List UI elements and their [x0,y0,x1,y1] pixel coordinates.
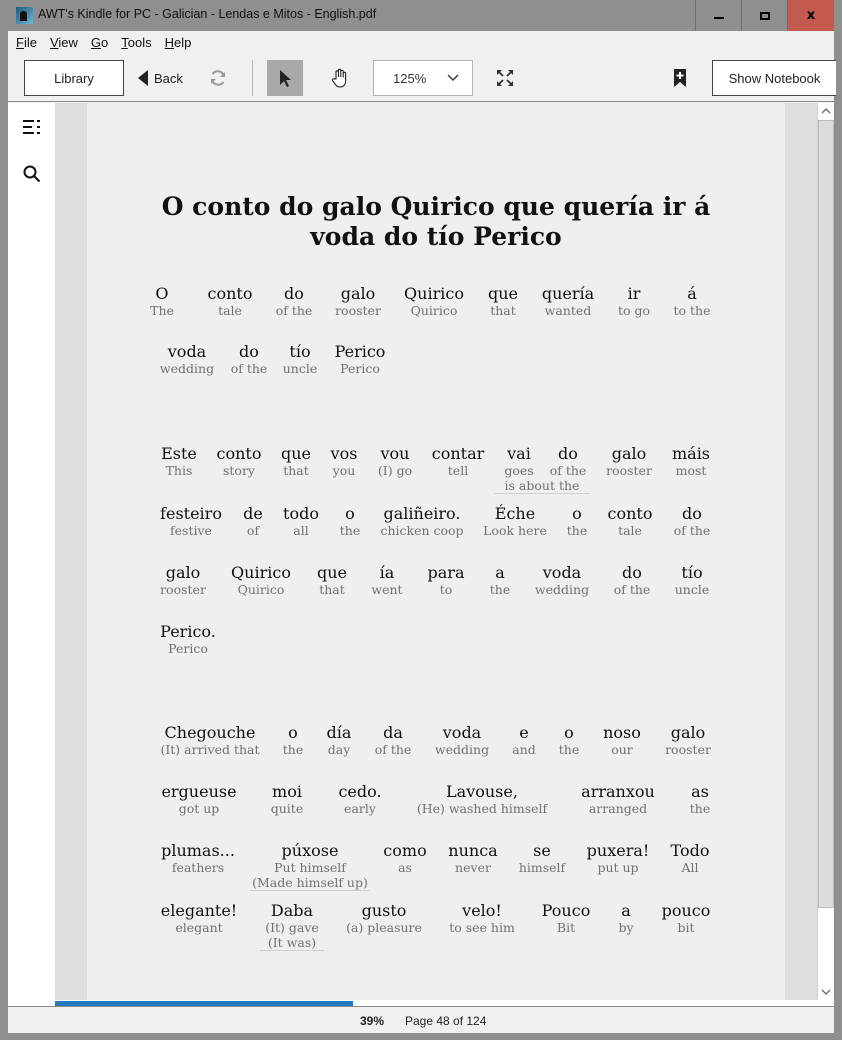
source-word: galiñeiro. [383,504,461,523]
source-word: do [622,563,642,582]
source-word: de [243,504,263,523]
source-word: quería [541,284,595,303]
glossed-word[interactable] [340,505,360,538]
menu-view-rest: iew [58,35,78,50]
source-word: como [383,841,427,860]
maximize-button[interactable] [741,0,788,31]
word-translation: Put himself [274,860,346,875]
back-button[interactable] [138,68,183,88]
fullscreen-icon [495,68,515,88]
progress-percent: 39% [360,1014,385,1028]
word-translation: arranged [588,801,648,816]
word-translation: of the [673,523,711,538]
source-word: ir [627,284,641,303]
source-word: pouco [661,901,711,920]
menu-file-accel: F [16,35,24,50]
word-translation: and [512,742,536,757]
glossed-word[interactable] [535,564,589,597]
glossed-word[interactable] [674,285,711,318]
minimize-icon [714,17,724,19]
gloss-line [87,343,785,393]
word-translation: of the [374,742,412,757]
glossed-word[interactable] [150,285,174,318]
select-tool-button[interactable] [267,60,303,96]
glossed-word[interactable] [160,564,206,597]
glossed-word[interactable] [490,564,510,597]
scroll-up-button[interactable] [818,103,834,119]
source-word: cedo. [338,782,382,801]
menu-view-accel: V [49,35,59,50]
word-translation: the [566,523,588,538]
glossed-word[interactable] [618,285,650,318]
word-translation: never [455,860,491,875]
close-button[interactable] [787,0,834,31]
glossed-word[interactable] [335,285,381,318]
word-translation: that [490,303,516,318]
word-translation: most [675,463,707,478]
word-translation: rooster [606,463,652,478]
source-word: o [345,504,355,523]
glossed-word[interactable] [231,343,268,376]
word-translation: the [339,523,361,538]
source-word: Lavouse, [446,782,518,801]
source-word: Quirico [404,284,464,303]
alternate-translation-text: (It was) [267,935,317,950]
glossed-word[interactable] [160,343,214,376]
word-translation: that [319,582,345,597]
glossed-word[interactable] [567,505,587,538]
source-word: se [533,841,551,860]
glossed-word[interactable] [327,724,352,757]
glossed-word[interactable] [265,902,319,935]
glossed-word[interactable] [281,445,311,478]
word-translation: bit [677,920,695,935]
source-word: Pouco [541,901,591,920]
source-word: o [564,723,574,742]
word-translation: to go [617,303,651,318]
gloss-line [87,505,785,555]
word-translation: of the [230,361,268,376]
source-word: da [383,723,403,742]
word-translation: of the [613,582,651,597]
word-translation: chicken coop [380,523,464,538]
word-translation: (a) pleasure [346,920,422,935]
menu-tools-rest: ools [127,35,152,50]
word-translation: wedding [534,582,590,597]
word-translation: Quirico [237,582,285,597]
menu-view[interactable] [50,35,78,50]
title-bar[interactable] [0,0,842,31]
alternate-translation [260,935,324,951]
source-word: O [155,284,169,303]
word-translation: Perico [340,361,380,376]
glossed-word[interactable] [338,783,381,816]
word-translation: uncle [282,361,318,376]
source-word: tío [289,342,311,361]
word-translation: This [165,463,193,478]
glossed-word[interactable] [276,285,313,318]
source-word: puxera! [586,841,650,860]
glossed-word[interactable] [161,902,237,935]
source-word: plumas... [161,841,235,860]
source-word: contar [431,444,485,463]
glossed-word[interactable] [417,783,547,816]
menu-file-rest: ile [23,35,37,50]
table-of-contents-icon[interactable] [22,117,42,137]
word-translation: of the [549,463,587,478]
menu-help-rest: elp [174,35,192,50]
source-word: noso [603,723,641,742]
hand-tool-button[interactable] [322,60,358,96]
back-arrow-icon [138,70,148,86]
word-translation: All [681,860,699,875]
word-translation: The [150,303,174,318]
glossed-word[interactable] [435,724,489,757]
client-area [8,31,834,1033]
source-word: vou [380,444,410,463]
source-word: do [239,342,259,361]
glossed-word[interactable] [550,445,587,478]
word-translation: festive [170,523,212,538]
glossed-word[interactable] [371,564,402,597]
glossed-word[interactable] [380,505,463,538]
glossed-word[interactable] [504,445,533,478]
glossed-word[interactable] [217,445,262,478]
sync-button[interactable] [200,60,236,96]
word-translation: Bit [556,920,576,935]
word-translation: wedding [159,361,215,376]
glossed-word[interactable] [375,724,412,757]
word-translation: rooster [665,742,711,757]
word-translation: feathers [171,860,225,875]
source-word: para [427,563,465,582]
alternate-translation-text: is about the [504,478,580,493]
word-translation: as [398,860,412,875]
scrollbar-thumb[interactable] [818,120,834,908]
page-indicator: Page 48 of 124 [405,1014,487,1028]
source-word: arranxou [581,782,655,801]
minimize-button[interactable] [695,0,742,31]
glossed-word[interactable] [160,623,216,656]
word-translation: Perico [168,641,208,656]
add-bookmark-button[interactable] [662,60,698,96]
word-translation: to the [673,303,711,318]
toolbar [8,54,834,102]
glossed-word[interactable] [614,564,651,597]
alternate-translation-text: (Made himself up) [252,875,368,890]
word-translation: that [283,463,309,478]
gloss-line [87,724,785,774]
source-word: que [316,563,348,582]
pdf-page [87,103,785,1000]
glossed-word[interactable] [346,902,422,935]
source-word: que [280,444,312,463]
source-word: gusto [361,901,407,920]
glossed-word[interactable] [428,564,465,597]
source-word: Quirico [231,563,291,582]
glossed-word[interactable] [672,445,710,478]
close-icon: x [806,8,816,23]
glossed-word[interactable] [448,842,497,875]
word-translation: the [489,582,511,597]
menu-help-accel: H [164,35,175,50]
gloss-line [87,902,785,952]
word-translation: by [618,920,634,935]
word-translation: the [558,742,580,757]
back-label: Back [154,70,183,86]
menu-bar [8,31,834,54]
source-word: festeiro [160,504,222,523]
show-notebook-button[interactable]: Show Notebook [712,60,836,96]
gloss-line [87,285,785,335]
menu-file[interactable] [16,35,37,50]
source-word: conto [216,444,262,463]
glossed-word[interactable] [675,564,710,597]
glossed-word[interactable] [581,783,655,816]
source-word: do [558,444,578,463]
status-bar [8,1006,834,1033]
zoom-level-value: 125% [393,71,427,86]
chevron-down-icon [821,988,831,996]
word-translation: uncle [674,582,710,597]
glossed-word[interactable] [449,902,515,935]
zoom-level-dropdown[interactable] [373,60,473,96]
source-word: Perico [334,342,386,361]
word-translation: you [332,463,356,478]
word-translation: tell [447,463,469,478]
page-viewport[interactable] [55,103,817,1000]
glossed-word[interactable] [542,285,594,318]
sync-icon [208,68,228,88]
glossed-word[interactable] [608,505,653,538]
toolbar-divider [252,60,253,96]
menu-go-rest: o [101,35,109,50]
glossed-word[interactable] [161,842,235,875]
document-title-line1: O conto do galo Quirico que quería ir á [161,192,711,221]
source-word: Perico. [160,622,216,641]
source-word: e [519,723,529,742]
word-translation: rooster [335,303,381,318]
source-word: galo [670,723,706,742]
glossed-word[interactable] [160,724,259,757]
word-translation: (It) arrived that [160,742,260,757]
word-translation: went [371,582,403,597]
glossed-word[interactable] [274,842,346,875]
hand-icon [330,67,350,89]
glossed-word[interactable] [483,505,547,538]
source-word: que [487,284,519,303]
glossed-word[interactable] [404,285,464,318]
word-translation: our [611,742,633,757]
word-translation: story [222,463,255,478]
word-translation: Look here [483,523,547,538]
library-button[interactable]: Library [24,60,124,96]
glossed-word[interactable] [335,343,386,376]
glossed-word[interactable] [378,445,412,478]
glossed-word[interactable] [519,842,565,875]
source-word: Éche [494,504,536,523]
source-word: á [687,284,697,303]
glossed-word[interactable] [559,724,579,757]
glossed-word[interactable] [432,445,485,478]
gloss-line [87,842,785,892]
document-title [87,192,785,252]
glossed-word[interactable] [674,505,711,538]
source-word: do [682,504,702,523]
menu-go-accel: G [90,35,102,50]
source-word: voda [542,563,582,582]
glossed-word[interactable] [283,724,303,757]
glossed-word[interactable] [383,842,426,875]
maximize-icon [760,12,770,20]
source-word: o [288,723,298,742]
left-sidebar [8,103,55,1006]
glossed-word[interactable] [665,724,711,757]
source-word: día [326,723,352,742]
source-word: ergueuse [161,782,237,801]
word-translation: day [327,742,351,757]
chevron-up-icon [821,107,831,115]
gloss-line [87,445,785,495]
word-translation: early [344,801,376,816]
source-word: vai [507,444,531,463]
document-title-line2: voda do tío Perico [310,222,562,251]
glossed-word[interactable] [160,505,222,538]
word-translation: the [689,801,711,816]
word-translation: wedding [434,742,490,757]
source-word: galo [611,444,647,463]
word-translation: tale [218,303,242,318]
word-translation: to see him [449,920,515,935]
word-translation: of the [275,303,313,318]
word-translation: the [282,742,304,757]
menu-go[interactable] [91,35,108,50]
source-word: moi [272,782,302,801]
glossed-word[interactable] [283,505,319,538]
word-translation: (It) gave [265,920,319,935]
source-word: tío [681,563,703,582]
word-translation: quite [270,801,304,816]
alternate-translation [250,875,370,891]
glossed-word[interactable] [161,783,236,816]
search-icon[interactable] [22,164,42,184]
word-translation: himself [518,860,566,875]
word-translation: goes [504,463,534,478]
gloss-line [87,623,785,673]
bookmark-plus-icon [673,68,687,88]
source-word: ía [379,563,395,582]
glossed-word[interactable] [618,902,633,935]
source-word: máis [671,444,711,463]
chevron-down-icon [447,71,459,85]
source-word: a [495,563,505,582]
glossed-word[interactable] [231,564,291,597]
glossed-word[interactable] [603,724,641,757]
source-word: do [284,284,304,303]
word-translation: of [246,523,260,538]
word-translation: (I) go [377,463,413,478]
glossed-word[interactable] [331,445,358,478]
alternate-translation [495,478,590,494]
source-word: as [691,782,709,801]
source-word: todo [283,504,319,523]
source-word: o [572,504,582,523]
glossed-word[interactable] [671,842,710,875]
kindle-app-icon [16,7,33,24]
source-word: Este [161,444,197,463]
glossed-word[interactable] [317,564,347,597]
word-translation: to [439,582,453,597]
gloss-line [87,564,785,614]
window-title: AWT's Kindle for PC - Galician - Lendas e Mitos - English.pdf [38,7,377,21]
pointer-arrow-icon [277,68,293,88]
word-translation: elegant [175,920,223,935]
source-word: voda [167,342,207,361]
scroll-down-button[interactable] [818,984,834,1000]
glossed-word[interactable] [542,902,591,935]
menu-tools-accel: T [121,35,128,50]
source-word: galo [340,284,376,303]
glossed-word[interactable] [271,783,303,816]
menu-tools[interactable] [121,35,151,50]
glossed-word[interactable] [587,842,650,875]
source-word: galo [165,563,201,582]
word-translation: all [293,523,309,538]
glossed-word[interactable] [690,783,710,816]
word-translation: wanted [544,303,592,318]
glossed-word[interactable] [283,343,318,376]
word-translation: tale [618,523,642,538]
source-word: vos [330,444,358,463]
glossed-word[interactable] [208,285,253,318]
vertical-scrollbar[interactable] [817,103,834,1000]
glossed-word[interactable] [161,445,197,478]
word-translation: (He) washed himself [416,801,548,816]
gloss-line [87,783,785,833]
glossed-word[interactable] [606,445,652,478]
source-word: voda [442,723,482,742]
source-word: Daba [270,901,314,920]
word-translation: got up [178,801,220,816]
menu-help[interactable] [165,35,192,50]
glossed-word[interactable] [662,902,711,935]
source-word: conto [207,284,253,303]
source-word: velo! [462,901,502,920]
source-word: púxose [281,841,339,860]
source-word: Todo [670,841,710,860]
source-word: elegante! [160,901,238,920]
source-word: a [621,901,631,920]
glossed-word[interactable] [512,724,536,757]
fullscreen-button[interactable] [487,60,523,96]
source-word: nunca [448,841,498,860]
word-translation: rooster [160,582,206,597]
word-translation: put up [597,860,639,875]
glossed-word[interactable] [488,285,518,318]
source-word: conto [607,504,653,523]
word-translation: Quirico [410,303,458,318]
glossed-word[interactable] [243,505,263,538]
reader-content [8,103,834,1006]
source-word: Chegouche [164,723,256,742]
